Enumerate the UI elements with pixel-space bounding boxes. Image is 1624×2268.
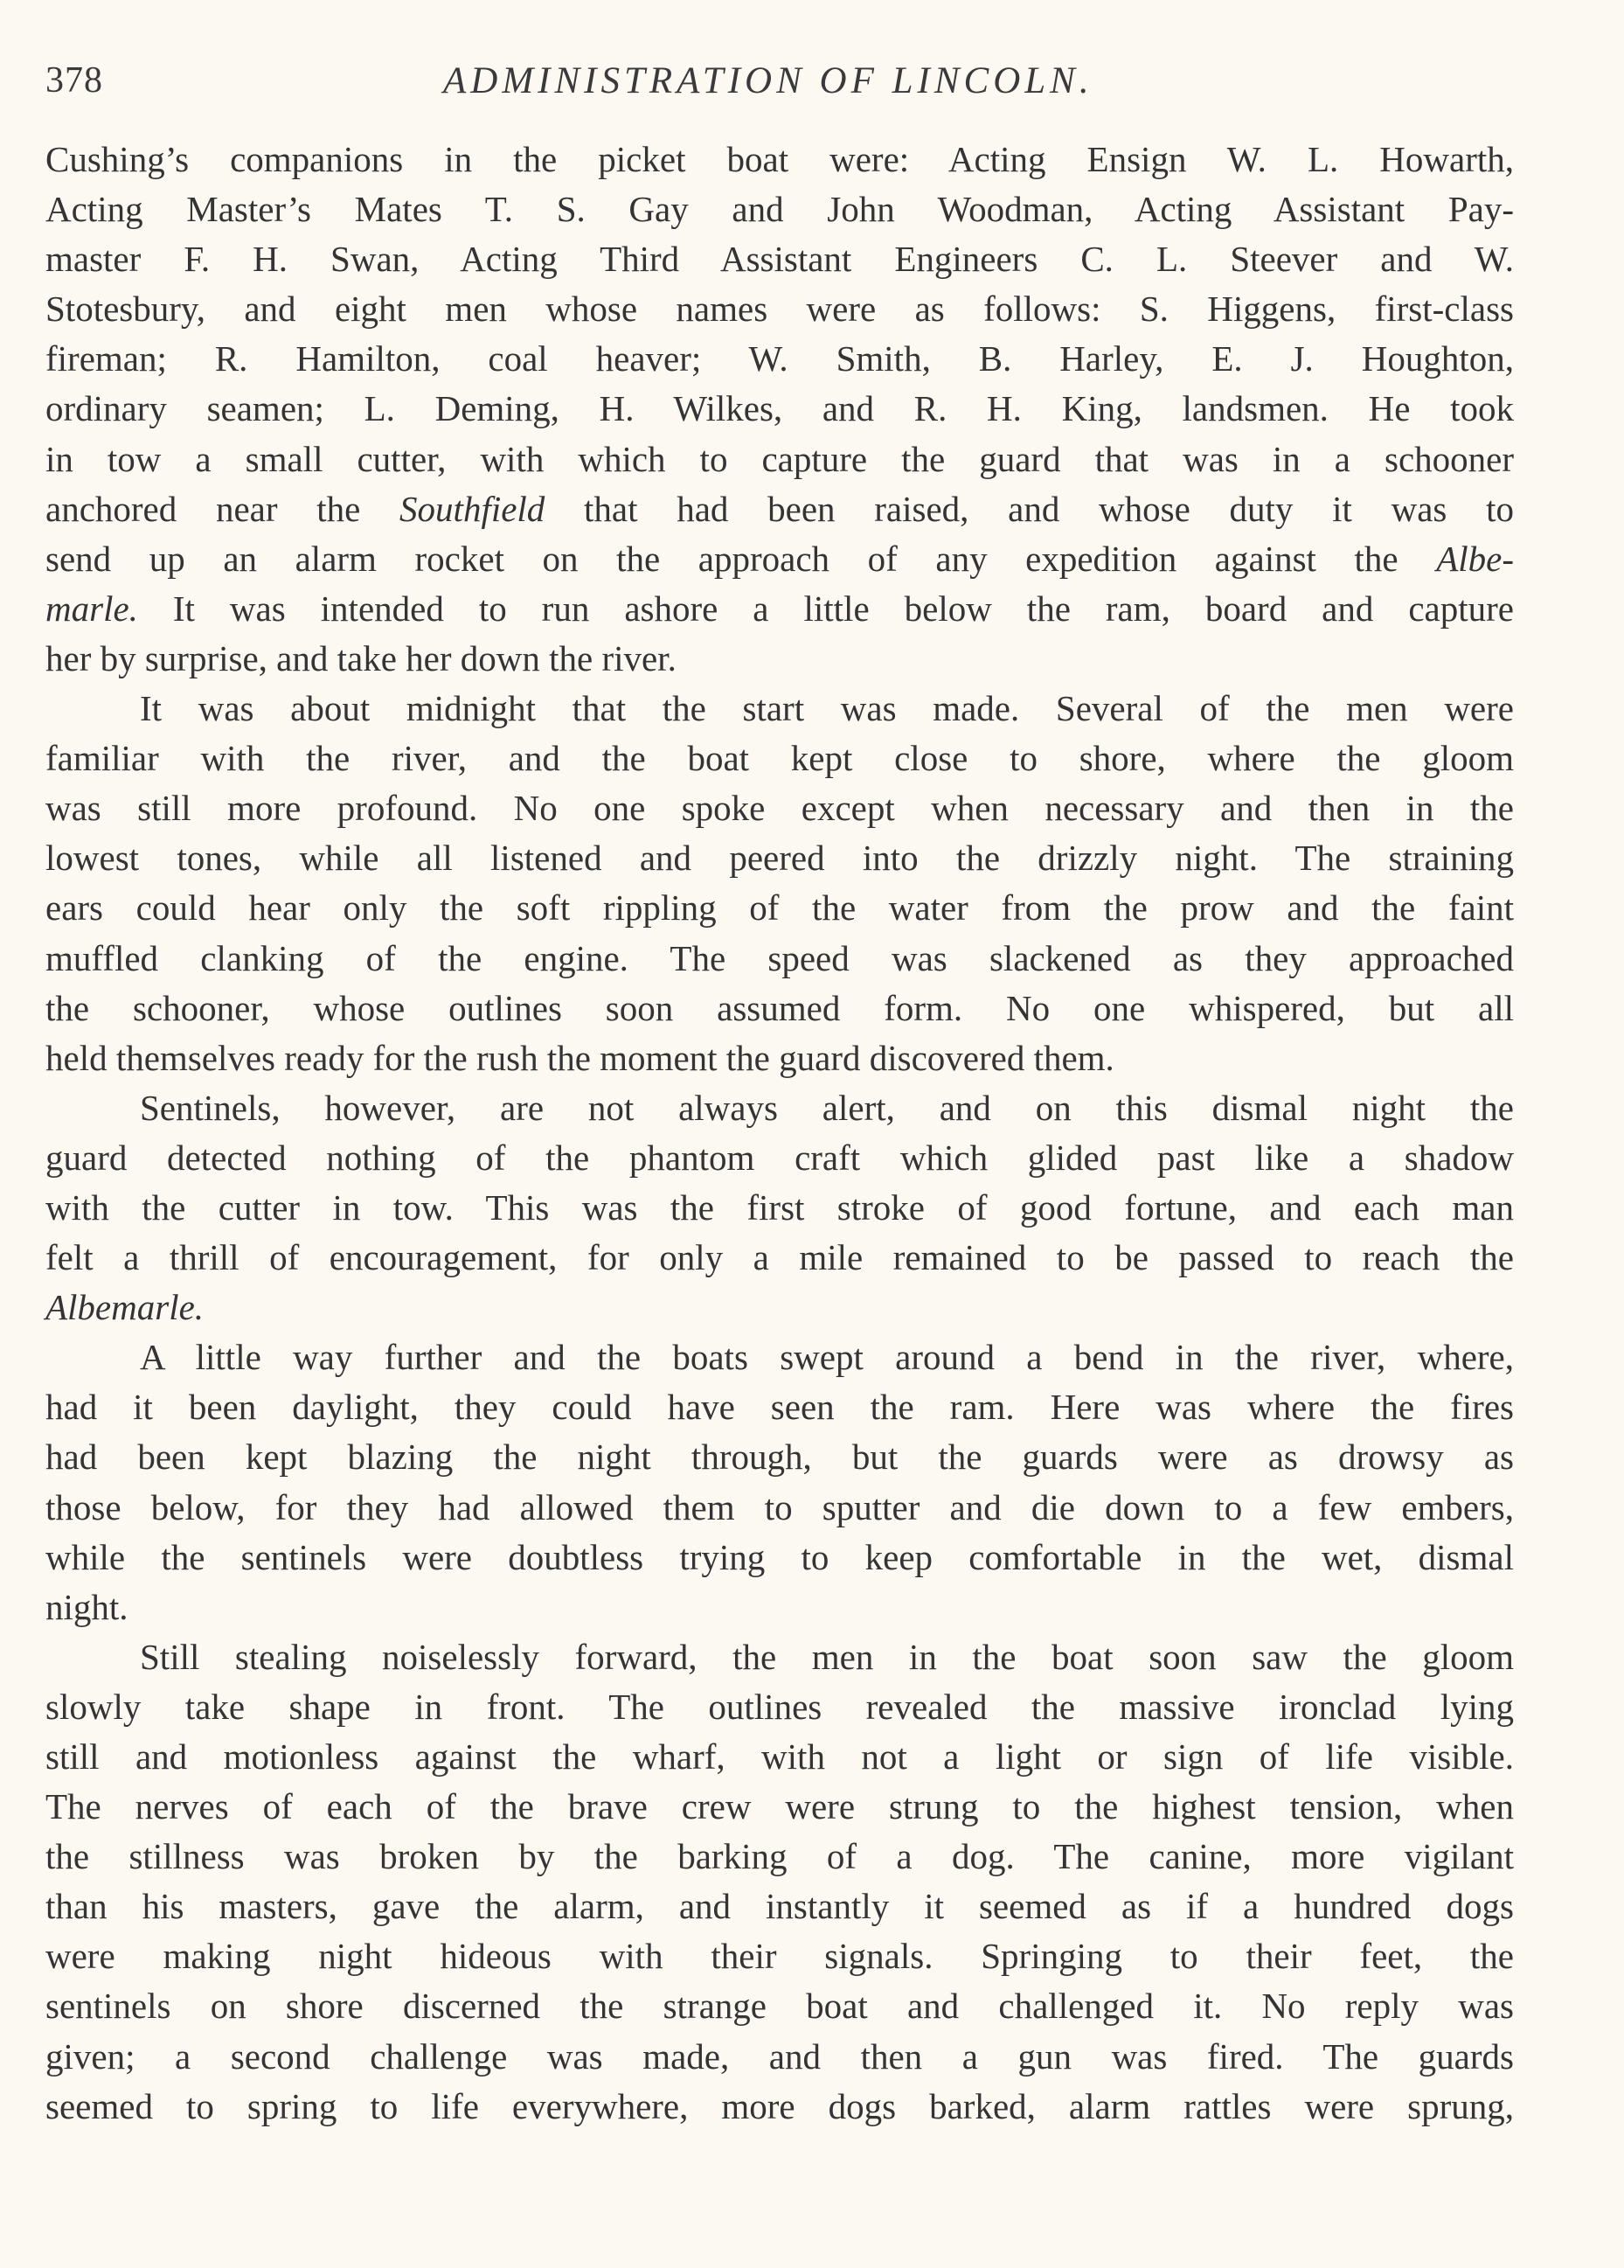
text-segment: It was intended to run ashore a little below the ram, board and capture <box>137 588 1514 629</box>
text-line: those below, for they had allowed them to sputter and die down to a few embers, <box>45 1486 1514 1527</box>
text-line: held themselves ready for the rush the moment the guard discovered them. <box>45 1037 1114 1078</box>
text-line: Cushing’s companions in the picket boat were: Acting Ensign W. L. Howarth, <box>45 139 1514 179</box>
text-line <box>45 484 1514 534</box>
text-line: her by surprise, and take her down the river. <box>45 637 677 678</box>
text-line: seemed to spring to life everywhere, more dogs barked, alarm rattles were sprung, <box>45 2085 1514 2126</box>
text-segment: that had been raised, and whose duty it was to <box>545 488 1514 529</box>
paragraph-4 <box>45 1332 1514 1632</box>
text-line: with the cutter in tow. This was the first stroke of good fortune, and each man <box>45 1186 1514 1228</box>
text-line: Sentinels, however, are not always alert, and on this dismal night the <box>140 1087 1514 1128</box>
text-line: still and motionless against the wharf, with not a light or sign of life visible. <box>45 1736 1514 1777</box>
text-line: than his masters, gave the alarm, and instantly it seemed as if a hundred dogs <box>45 1886 1514 1927</box>
text-line: ordinary seamen; L. Deming, H. Wilkes, and R. H. King, landsmen. He took <box>45 388 1514 429</box>
text-line: the stillness was broken by the barking of a dog. The canine, more vigilant <box>45 1836 1514 1877</box>
text-line: sentinels on shore discerned the strange boat and challenged it. No reply was <box>45 1986 1514 2027</box>
page-header <box>45 59 1514 115</box>
page-number: 378 <box>45 60 103 101</box>
text-line: was still more profound. No one spoke except when necessary and then in the <box>45 788 1514 829</box>
text-line: while the sentinels were doubtless trying to keep comfortable in the wet, dismal <box>45 1536 1514 1577</box>
paragraph-2 <box>45 684 1514 1083</box>
ship-name-albemarle: Albemarle. <box>45 1287 205 1328</box>
text-line: It was about midnight that the start was made. Several of the men were <box>140 688 1514 729</box>
text-line: familiar with the river, and the boat kept close to shore, where the gloom <box>45 738 1514 779</box>
text-segment: anchored near the <box>45 488 400 529</box>
text-line: had it been daylight, they could have seen the ram. Here was where the fires <box>45 1387 1514 1428</box>
text-line <box>45 534 1514 584</box>
text-line: given; a second challenge was made, and then a gun was fired. The guards <box>45 2035 1514 2077</box>
text-line: Acting Master’s Mates T. S. Gay and John Woodman, Acting Assistant Pay- <box>45 189 1514 230</box>
paragraph-1 <box>45 135 1514 684</box>
text-line: master F. H. Swan, Acting Third Assistant Engineers C. L. Steever and W. <box>45 239 1514 280</box>
text-line: guard detected nothing of the phantom craft which glided past like a shadow <box>45 1137 1514 1178</box>
text-line: lowest tones, while all listened and peered into the drizzly night. The straining <box>45 838 1514 879</box>
text-line: fireman; R. Hamilton, coal heaver; W. Smith, B. Harley, E. J. Houghton, <box>45 338 1514 379</box>
text-line: Stotesbury, and eight men whose names were as follows: S. Higgens, first-class <box>45 289 1514 330</box>
text-segment: send up an alarm rocket on the approach of any expedition against the <box>45 538 1437 579</box>
paragraph-5 <box>45 1632 1514 2132</box>
ship-name-southfield: Southfield <box>399 488 545 529</box>
ship-name-albemarle: Albe- <box>1436 538 1514 579</box>
text-line: the schooner, whose outlines soon assumed form. No one whispered, but all <box>45 987 1514 1028</box>
text-line: The nerves of each of the brave crew were strung to the highest tension, when <box>45 1786 1514 1827</box>
text-line <box>45 584 1514 634</box>
text-line: ears could hear only the soft rippling of the water from the prow and the faint <box>45 887 1514 929</box>
text-line: Still stealing noiselessly forward, the men in the boat soon saw the gloom <box>140 1636 1514 1677</box>
text-line: A little way further and the boats swept around a bend in the river, where, <box>140 1337 1514 1378</box>
text-line: slowly take shape in front. The outlines revealed the massive ironclad lying <box>45 1686 1514 1727</box>
text-line <box>45 1283 1514 1332</box>
text-line: were making night hideous with their signals. Springing to their feet, the <box>45 1936 1514 1977</box>
text-line: felt a thrill of encouragement, for only a mile remained to be passed to reach the <box>45 1237 1514 1278</box>
text-line: in tow a small cutter, with which to capture the guard that was in a schooner <box>45 438 1514 479</box>
text-line: night. <box>45 1586 128 1627</box>
text-line: muffled clanking of the engine. The speed was slackened as they approached <box>45 937 1514 978</box>
ship-name-albemarle: marle. <box>45 588 138 629</box>
text-line: had been kept blazing the night through, but the guards were as drowsy as <box>45 1437 1514 1478</box>
running-head: ADMINISTRATION OF LINCOLN. <box>443 60 1093 101</box>
paragraph-3 <box>45 1083 1514 1332</box>
body-text <box>45 135 1514 2132</box>
